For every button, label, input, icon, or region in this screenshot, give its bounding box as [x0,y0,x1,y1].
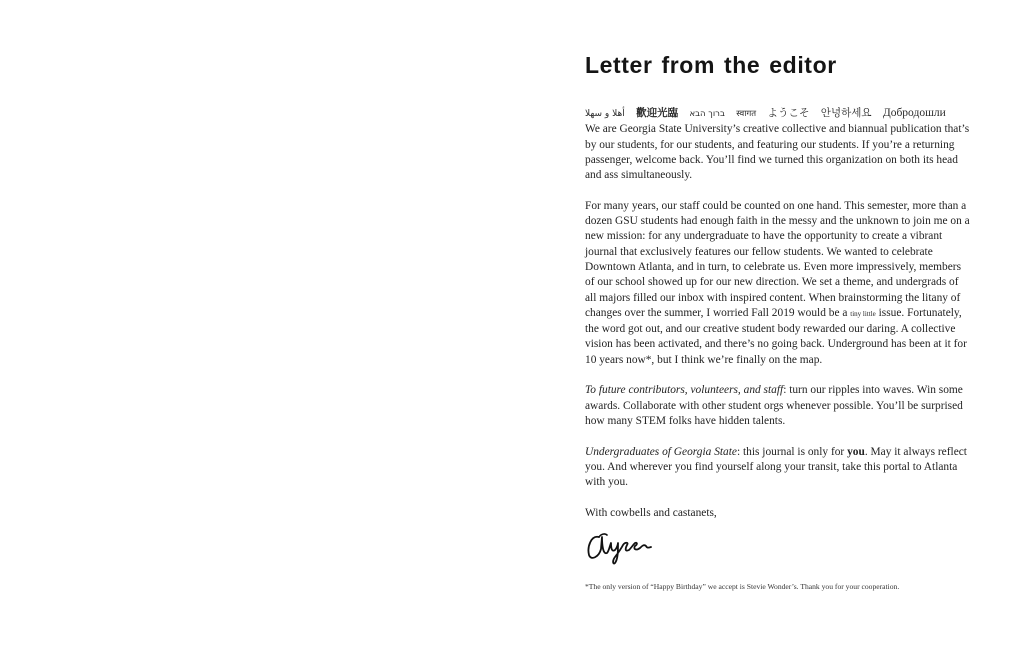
greeting-japanese: ようこそ [767,107,810,119]
contributors-address: To future contributors, volunteers, and staff [585,384,784,397]
closing-line: With cowbells and castanets, [585,506,717,519]
tiny-little-text: tiny little [850,309,876,318]
editor-signature [585,525,665,567]
mission-text-end: issue. Fortunately, the word got out, and our creative student body rewarded our daring. A collective vision has been activated, and there’s no going back. Underground has been at it for 10 years now*, but I think we’re finally on the map. [585,306,967,366]
greeting-arabic: ﺃﻫﻼ ﻭ ﺳﻬﻼ [585,109,625,119]
mission-paragraph [585,199,970,368]
undergrads-address: Undergraduates of Georgia State [585,445,737,458]
greeting-hindi: स्वागत [736,109,757,119]
emphasis-you: you [847,445,865,458]
greeting-chinese: 歡迎光臨 [636,107,679,119]
undergrads-text-end: . May it always reflect you. And wherever you find yourself along your transit, take this portal to Atlanta with you. [585,445,967,489]
page-title: Letter from the editor [585,52,837,78]
contributors-text: : turn our ripples into waves. Win some awards. Collaborate with other student orgs whenever possible. You’ll be surprised how many STEM folks have hidden talents. [585,384,963,427]
contributors-paragraph [585,383,970,429]
undergrads-text-mid: : this journal is only for [736,445,848,458]
footnote: *The only version of “Happy Birthday” we accept is Stevie Wonder’s. Thank you for your cooperation. [585,582,900,591]
greeting-korean: 안녕하세요 [820,107,872,119]
mission-text-start: For many years, our staff could be counted on one hand. This semester, more than a dozen GSU students had enough faith in the messy and the unknown to join me on a new mission: for any undergraduate to have the opportunity to create a vibrant journal that exclusively features our fellow students. We wanted to celebrate Downtown Atlanta, and in turn, to celebrate us. Even more impressively, members of our school showed up for our new direction. We set a theme, and undergrads of all majors filled our inbox with inspired content. When brainstorming the litany of changes over the summer, I worried Fall 2019 would be a [585,199,970,319]
multilingual-greeting [585,106,970,122]
greeting-hebrew: ברוך הבא [689,109,725,119]
intro-paragraph: We are Georgia State University’s creative collective and biannual publication that’s by our students, for our students, and featuring our students. If you’re a returning passenger, welcome back. You’ll find we turned this organization on both its head and ass simultaneously. [585,123,970,182]
greeting-serbian: Добродошли [882,107,946,119]
letter-body [585,106,970,567]
undergrads-paragraph [585,445,970,491]
